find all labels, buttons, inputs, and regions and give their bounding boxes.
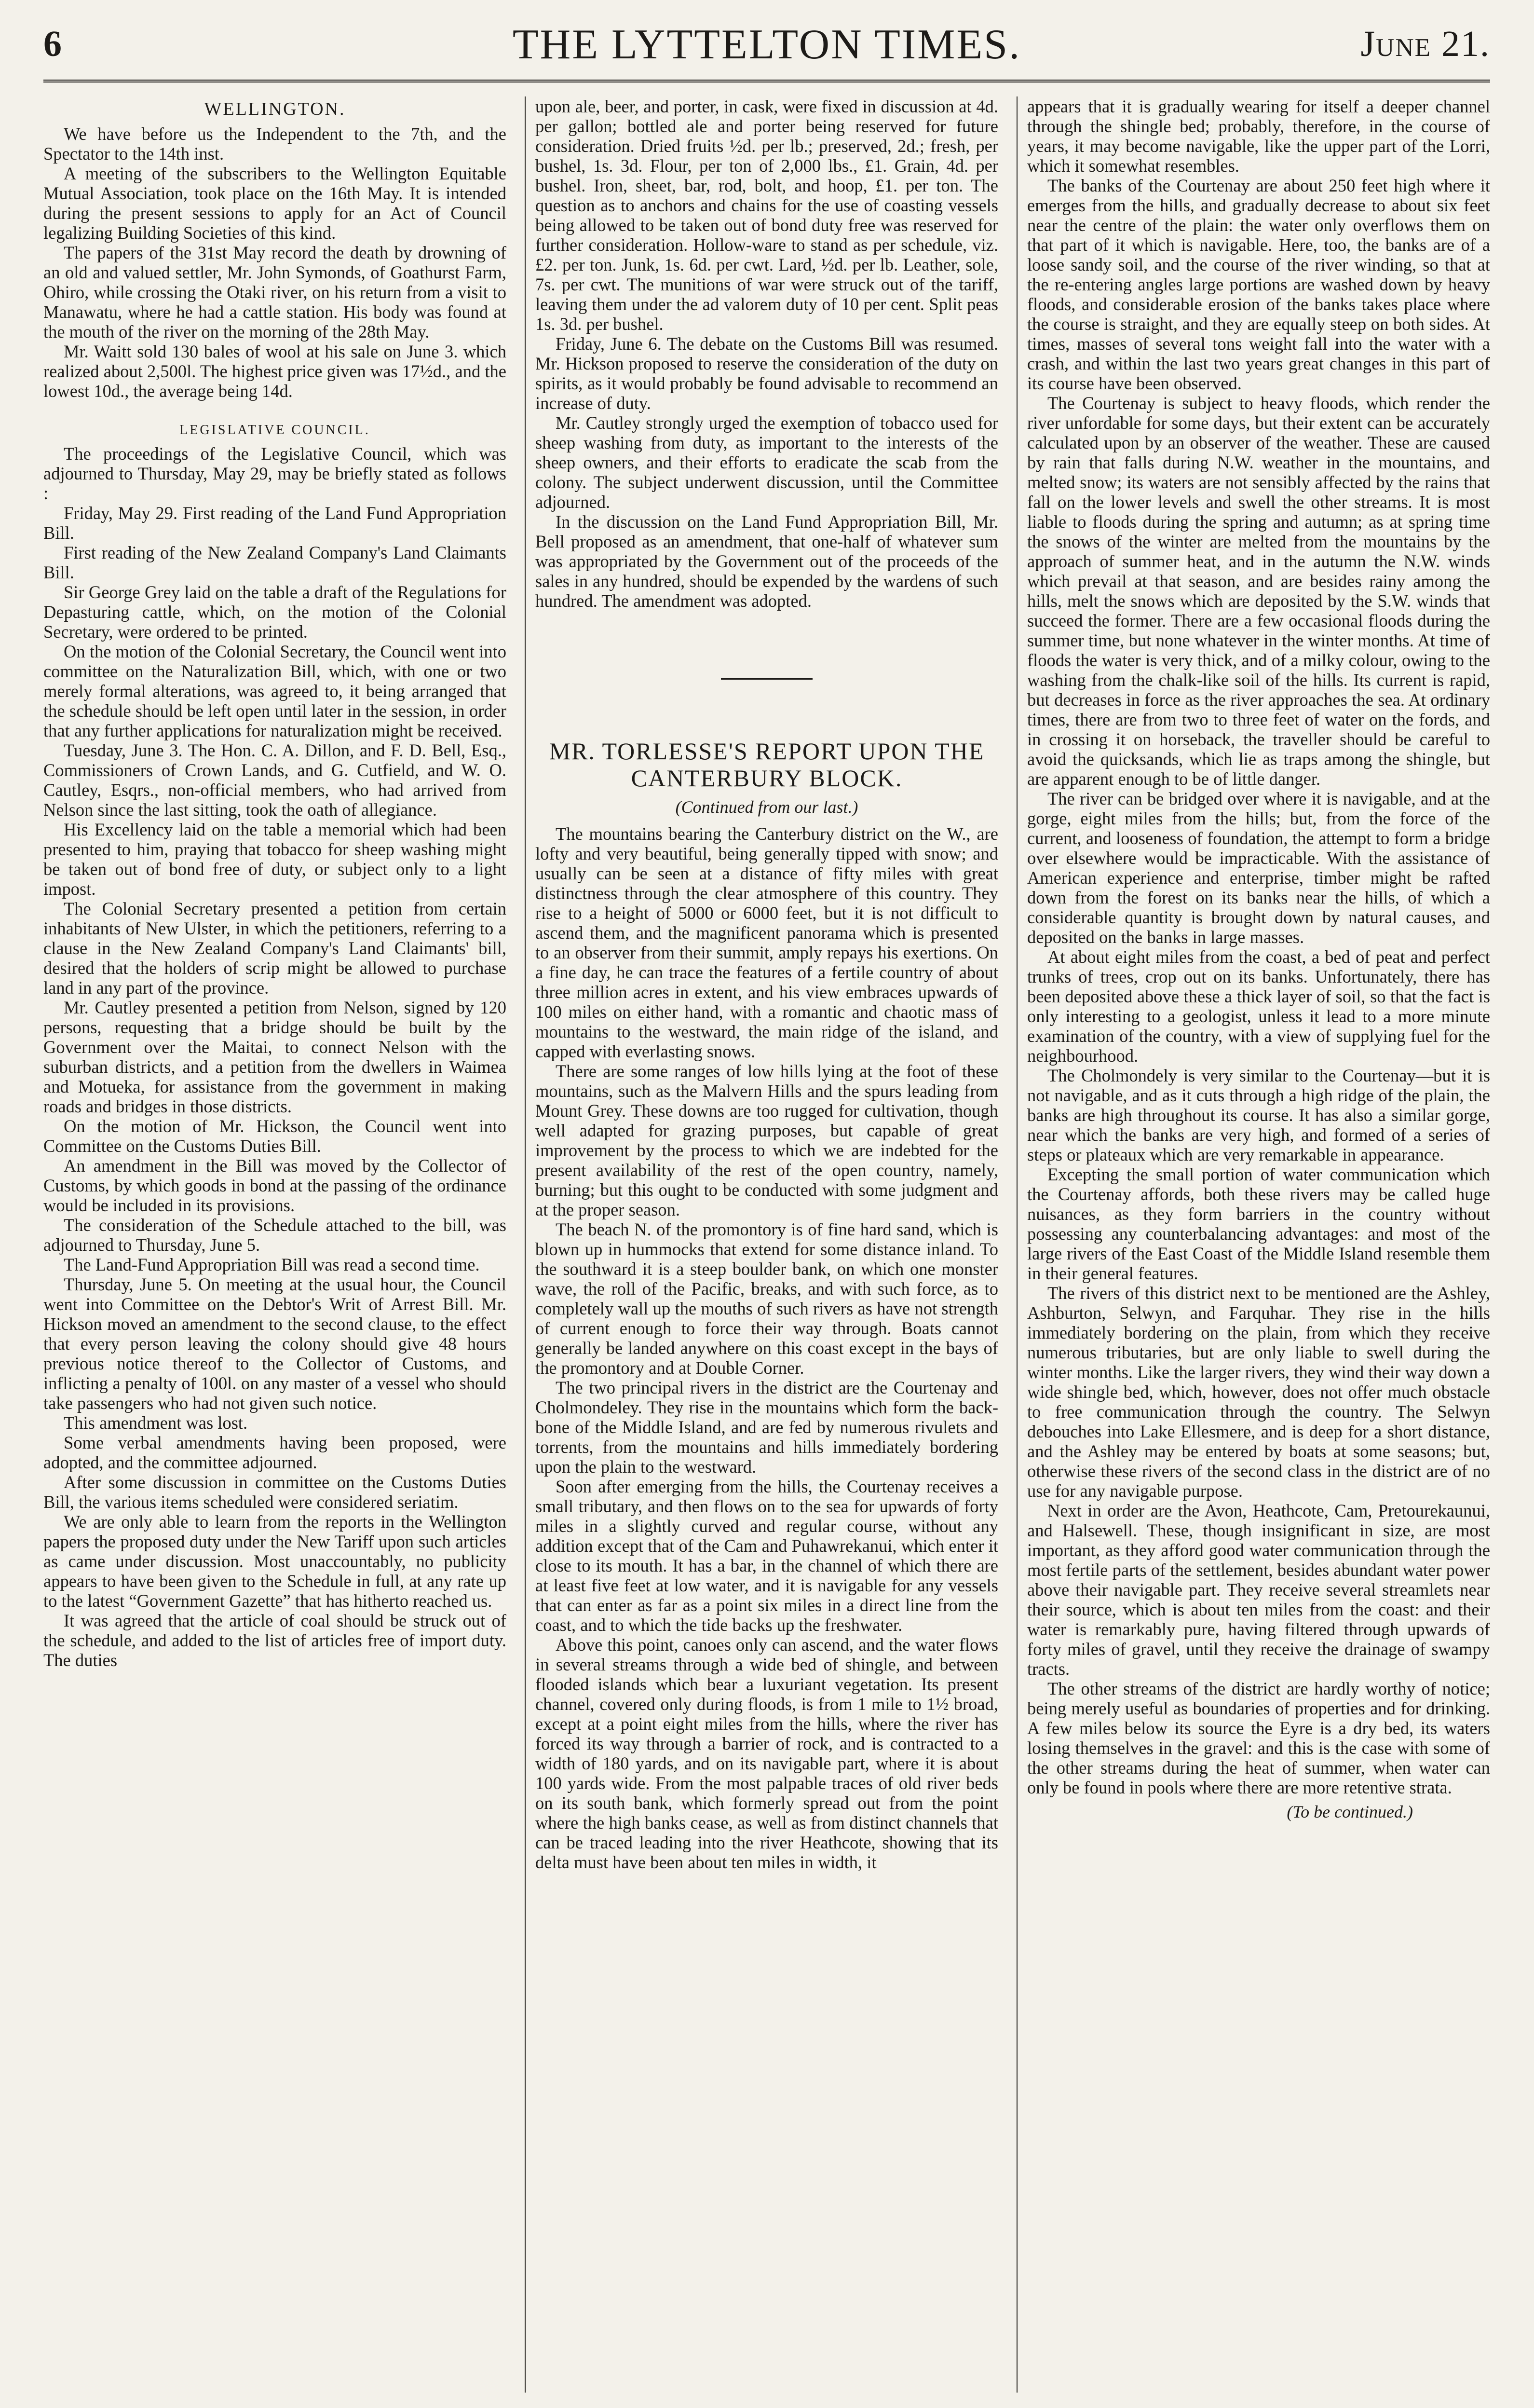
column-divider xyxy=(1017,96,1018,2393)
article-paragraph: There are some ranges of low hills lying at the foot of these mountains, such as the Malvern Hills and the spurs leading from Mount Grey. These downs are too rugged for cultivation, though well adapted for grazing purposes, but capable of great improvement by the process to which we are indebted for the present availability of the rest of the open country, namely, burning; but this ought to be conducted with some judgment and at the proper season. xyxy=(535,1061,998,1219)
article-paragraph: The mountains bearing the Canterbury district on the W., are lofty and very beautiful, being generally tipped with snow; and usually can be seen at a distance of fifty miles with great distinctness through the clear atmosphere of this country. They rise to a height of 5000 or 6000 feet, but it is not difficult to ascend them, and the magnificent panorama which is presented to an observer from their summit, amply repays his exertions. On a fine day, he can trace the features of a fertile country of about three million acres in extent, and his view embraces upwards of 100 miles on either hand, with a romantic and chaotic mass of mountains to the westward, the main ridge of the island, and capped with everlasting snows. xyxy=(535,824,998,1061)
column-3 xyxy=(1027,96,1490,2393)
article-paragraph: Some verbal amendments having been proposed, were adopted, and the committee adjourned. xyxy=(43,1433,506,1472)
article-paragraph: The other streams of the district are hardly worthy of notice; being merely useful as boundaries of properties and for drinking. A few miles below its source the Eyre is a dry bed, its waters losing themselves in the gravel: and this is the case with some of the other streams during the heat of summer, when water can only be found in pools where there are more retentive strata. xyxy=(1027,1679,1490,1797)
column-1 xyxy=(43,96,506,2393)
article-paragraph: The rivers of this district next to be mentioned are the Ashley, Ashburton, Selwyn, and Farquhar. They rise in the hills immediately bordering on the plain, from which they receive numerous tributaries, but are only liable to swell during the winter months. Like the larger rivers, they wind their way down a wide shingle bed, which, however, does not offer much obstacle to free communication through the country. The Selwyn debouches into Lake Ellesmere, and is deep for a short distance, and the Ashley may be entered by boats at some seasons; but, otherwise these rivers of the second class in the district are of no use for any navigable purpose. xyxy=(1027,1283,1490,1501)
masthead xyxy=(43,14,1490,87)
article-paragraph: Excepting the small portion of water communication which the Courtenay affords, both these rivers may be called huge nuisances, as they form barriers in the country without possessing any counterbalancing advantages: and most of the large rivers of the East Coast of the Middle Island resemble them in their general features. xyxy=(1027,1164,1490,1283)
article-paragraph: It was agreed that the article of coal should be struck out of the schedule, and added to the list of articles free of import duty. The duties xyxy=(43,1611,506,1670)
article-paragraph: Friday, May 29. First reading of the Land Fund Appropriation Bill. xyxy=(43,503,506,543)
article-paragraph: We are only able to learn from the reports in the Wellington papers the proposed duty under the New Tariff upon such articles as came under discussion. Most unaccountably, no publicity appears to have been given to the Schedule in full, at any rate up to the latest “Government Gazette” that has hitherto reached us. xyxy=(43,1512,506,1611)
article-paragraph: The river can be bridged over where it is navigable, and at the gorge, eight miles from the hills; but, from the force of the current, and looseness of foundation, the attempt to form a bridge over elsewhere would be impracticable. With the assistance of American experience and enterprise, timber might be rafted down from the forest on its banks near the hills, of which a considerable quantity is brought down by natural causes, and deposited on the banks in large masses. xyxy=(1027,789,1490,947)
article-paragraph: The two principal rivers in the district are the Courtenay and Cholmondeley. They rise in the mountains which form the back-bone of the Middle Island, and are fed by numerous rivulets and torrents, from the mountains and hills immediately bordering upon the plain to the westward. xyxy=(535,1378,998,1477)
article-paragraph: His Excellency laid on the table a memorial which had been presented to him, praying that tobacco for sheep washing might be taken out of bond free of duty, or subject only to a light impost. xyxy=(43,820,506,899)
newspaper-title: THE LYTTELTON TIMES. xyxy=(512,21,1021,68)
article-paragraph: The papers of the 31st May record the death by drowning of an old and valued settler, Mr. John Symonds, of Goathurst Farm, Ohiro, while crossing the Otaki river, on his return from a visit to Manawatu, where he had a cattle station. His body was found at the mouth of the river on the morning of the 28th May. xyxy=(43,243,506,342)
article-paragraph: appears that it is gradually wearing for itself a deeper channel through the shingle bed; probably, therefore, in the course of years, it may become navigable, like the upper part of the Lorri, which it somewhat resembles. xyxy=(1027,96,1490,176)
article-paragraph: The Courtenay is subject to heavy floods, which render the river unfordable for some days, but their extent can be accurately calculated upon by an observer of the weather. These are caused by rain that falls during N.W. weather in the mountains, and melted snow; its waters are not sensibly affected by the rains that fall on the lower levels and swell the other streams. It is most liable to floods during the spring and autumn; as at spring time the snows of the winter are melted from the mountains by the approach of summer heat, and in the autumn the N.W. winds which prevail at that season, and are besides rainy among the hills, melt the snows which are deposited by the S.W. winds that succeed the former. There are a few occasional floods during the summer time, but none whatever in the winter months. At time of floods the water is very thick, and of a milky colour, owing to the washing from the chalk-like soil of the hills. Its current is rapid, but decreases in force as the river approaches the sea. At ordinary times, there are from two to three feet of water on the fords, and in crossing it on horseback, the traveller should be careful to avoid the quicksands, which lie as traps among the shingle, but are apparent enough to be of little danger. xyxy=(1027,393,1490,789)
article-paragraph: Mr. Cautley presented a petition from Nelson, signed by 120 persons, requesting that a bridge should be built by the Government over the Maitai, to connect Nelson with the suburban districts, and a petition from the dwellers in Waimea and Motueka, for assistance from the government in making roads and bridges in those districts. xyxy=(43,998,506,1116)
column-divider xyxy=(525,96,526,2393)
article-paragraph: The consideration of the Schedule attached to the bill, was adjourned to Thursday, June 5. xyxy=(43,1215,506,1255)
article-paragraph: A meeting of the subscribers to the Wellington Equitable Mutual Association, took place on the 16th May. It is intended during the present sessions to apply for an Act of Council legalizing Building Societies of this kind. xyxy=(43,164,506,243)
article-paragraph: Friday, June 6. The debate on the Customs Bill was resumed. Mr. Hickson proposed to reserve the consideration of the duty on spirits, as it would probably be found advisable to recommend an increase of duty. xyxy=(535,334,998,413)
article-paragraph: Mr. Cautley strongly urged the exemption of tobacco used for sheep washing from duty, as important to the interests of the sheep owners, and their efforts to eradicate the scab from the colony. The subject underwent discussion, until the Committee adjourned. xyxy=(535,413,998,512)
article-paragraph: Soon after emerging from the hills, the Courtenay receives a small tributary, and then flows on to the sea for upwards of forty miles in a slightly curved and regular course, without any addition except that of the Cam and Puhawrekanui, which enter it close to its mouth. It has a bar, in the channel of which there are at least five feet at low water, and it is navigable for any vessels that can enter as far as a point six miles in a direct line from the coast, and to which the tide backs up the freshwater. xyxy=(535,1477,998,1635)
section-separator xyxy=(721,678,813,680)
article-paragraph: The Cholmondely is very similar to the Courtenay—but it is not navigable, and as it cuts through a high ridge of the plain, the banks are high throughout its course. It has also a similar gorge, near which the banks are very high, and formed of a series of steps or plateaux which are very remarkable in appearance. xyxy=(1027,1066,1490,1164)
article-paragraph: Next in order are the Avon, Heathcote, Cam, Pretourekaunui, and Halsewell. These, though insignificant in size, are most important, as they afford good water communication through the most fertile parts of the settlement, besides abundant water power above their navigable part. They receive several streamlets near their source, which is about ten miles from the coast: and their water is remarkably pure, having filtered through upwards of forty miles of gravel, until they receive the drainage of swampy tracts. xyxy=(1027,1501,1490,1679)
article-paragraph: This amendment was lost. xyxy=(64,1413,248,1433)
article-paragraph: Thursday, June 5. On meeting at the usual hour, the Council went into Committee on the Debtor's Writ of Arrest Bill. Mr. Hickson moved an amendment to the second clause, to the effect that every person leaving the colony should give 48 hours previous notice thereof to the Collector of Customs, and inflicting a penalty of 100l. on any master of a vessel who should take passengers who had not given such notice. xyxy=(43,1274,506,1413)
to-be-continued-note: (To be continued.) xyxy=(1287,1802,1413,1821)
page-number: 6 xyxy=(43,24,62,64)
article-heading: MR. TORLESSE'S REPORT UPON THE CANTERBURY BLOCK. xyxy=(549,738,985,792)
section-subheading: LEGISLATIVE COUNCIL. xyxy=(179,423,370,438)
column-2 xyxy=(535,96,998,2393)
article-paragraph: On the motion of Mr. Hickson, the Council went into Committee on the Customs Duties Bill. xyxy=(43,1116,506,1156)
article-paragraph: At about eight miles from the coast, a bed of peat and perfect trunks of trees, crop out on its banks. Unfortunately, there has been deposited above these a thick layer of soil, so that the fact is only interesting to a geologist, unless it lead to a more minute examination of the country, with a view of supplying fuel for the neighbourhood. xyxy=(1027,947,1490,1066)
article-paragraph: The banks of the Courtenay are about 250 feet high where it emerges from the hills, and gradually decrease to about six feet near the centre of the plain: the water only overflows them on that part of it which is navigable. Here, too, the banks are of a loose sandy soil, and the course of the river winding, so that at the re-entering angles large portions are washed down by heavy floods, and considerable erosion of the banks takes place where the course is straight, and they are equally steep on both sides. At times, masses of several tons weight fall into the water with a crash, and within the last two years great changes in this part of its course have been observed. xyxy=(1027,176,1490,393)
article-paragraph: The Colonial Secretary presented a petition from certain inhabitants of New Ulster, in which the petitioners, referring to a clause in the New Zealand Company's Land Claimants' bill, desired that the holders of scrip might be allowed to purchase land in any part of the province. xyxy=(43,899,506,998)
article-paragraph: Mr. Waitt sold 130 bales of wool at his sale on June 3. which realized about 2,500l. The highest price given was 17½d., and the lowest 10d., the average being 14d. xyxy=(43,342,506,401)
article-paragraph: We have before us the Independent to the 7th, and the Spectator to the 14th inst. xyxy=(43,124,506,164)
article-paragraph: After some discussion in committee on the Customs Duties Bill, the various items scheduled were considered seriatim. xyxy=(43,1472,506,1512)
article-paragraph: The proceedings of the Legislative Council, which was adjourned to Thursday, May 29, may be briefly stated as follows : xyxy=(43,444,506,503)
article-paragraph: On the motion of the Colonial Secretary, the Council went into committee on the Naturalization Bill, which, with one or two merely formal alterations, was agreed to, it being arranged that the schedule should be left open until later in the session, in order that any further applications for naturalization might be received. xyxy=(43,642,506,740)
article-paragraph: An amendment in the Bill was moved by the Collector of Customs, by which goods in bond at the passing of the ordinance would be included in its provisions. xyxy=(43,1156,506,1215)
article-paragraph: The Land-Fund Appropriation Bill was read a second time. xyxy=(64,1255,480,1274)
section-heading: WELLINGTON. xyxy=(204,99,346,119)
article-paragraph: upon ale, beer, and porter, in cask, were fixed in discussion at 4d. per gallon; bottled ale and porter being reserved for future consideration. Dried fruits ½d. per lb.; preserved, 2d.; fresh, per bushel, 1s. 3d. Flour, per ton of 2,000 lbs., £1. Grain, 4d. per bushel. Iron, sheet, bar, rod, bolt, and hoop, £1. per ton. The question as to anchors and chains for the use of coasting vessels being allowed to be taken out of bond duty free was reserved for further consideration. Hollow-ware to stand as per schedule, viz. £2. per ton. Junk, 1s. 6d. per cwt. Lard, ½d. per lb. Leather, sole, 7s. per cwt. The munitions of war were struck out of the tariff, leaving them under the ad valorem duty of 10 per cent. Split peas 1s. 3d. per bushel. xyxy=(535,96,998,334)
masthead-rule xyxy=(43,80,1490,84)
article-paragraph: The beach N. of the promontory is of fine hard sand, which is blown up in hummocks that extend for some distance inland. To the southward it is a steep boulder bank, on which one monster wave, the roll of the Pacific, breaks, and with such force, as to completely wall up the mouths of such rivers as have not strength of current enough to force their way through. Boats cannot generally be landed anywhere on this coast except in the bays of the promontory and at Double Corner. xyxy=(535,1219,998,1378)
article-paragraph: Sir George Grey laid on the table a draft of the Regulations for Depasturing cattle, which, on the motion of the Colonial Secretary, were ordered to be printed. xyxy=(43,582,506,642)
issue-date: June 21. xyxy=(1360,24,1490,64)
article-paragraph: In the discussion on the Land Fund Appropriation Bill, Mr. Bell proposed as an amendment, that one-half of whatever sum was appropriated by the Government out of the proceeds of the sales in any hundred, should be expended by the wardens of such hundred. The amendment was adopted. xyxy=(535,512,998,611)
article-paragraph: Tuesday, June 3. The Hon. C. A. Dillon, and F. D. Bell, Esq., Commissioners of Crown Lands, and G. Cutfield, and W. O. Cautley, Esqrs., non-official members, who had arrived from Nelson since the last sitting, took the oath of allegiance. xyxy=(43,740,506,820)
article-paragraph: Above this point, canoes only can ascend, and the water flows in several streams through a wide bed of shingle, and between flooded islands which bear a luxuriant vegetation. Its present channel, covered only during floods, is from 1 mile to 1½ broad, except at a point eight miles from the hills, where the river has forced its way through a barrier of rock, and is contracted to a width of 180 yards, and on its navigable part, where it is about 100 yards wide. From the most palpable traces of old river beds on its south bank, which formerly spread out from the point where the high banks cease, as well as from distinct channels that can be traced leading into the river Heathcote, showing that its delta must have been about ten miles in width, it xyxy=(535,1635,998,1872)
continued-note: (Continued from our last.) xyxy=(675,797,858,817)
article-paragraph: First reading of the New Zealand Company's Land Claimants Bill. xyxy=(43,543,506,582)
